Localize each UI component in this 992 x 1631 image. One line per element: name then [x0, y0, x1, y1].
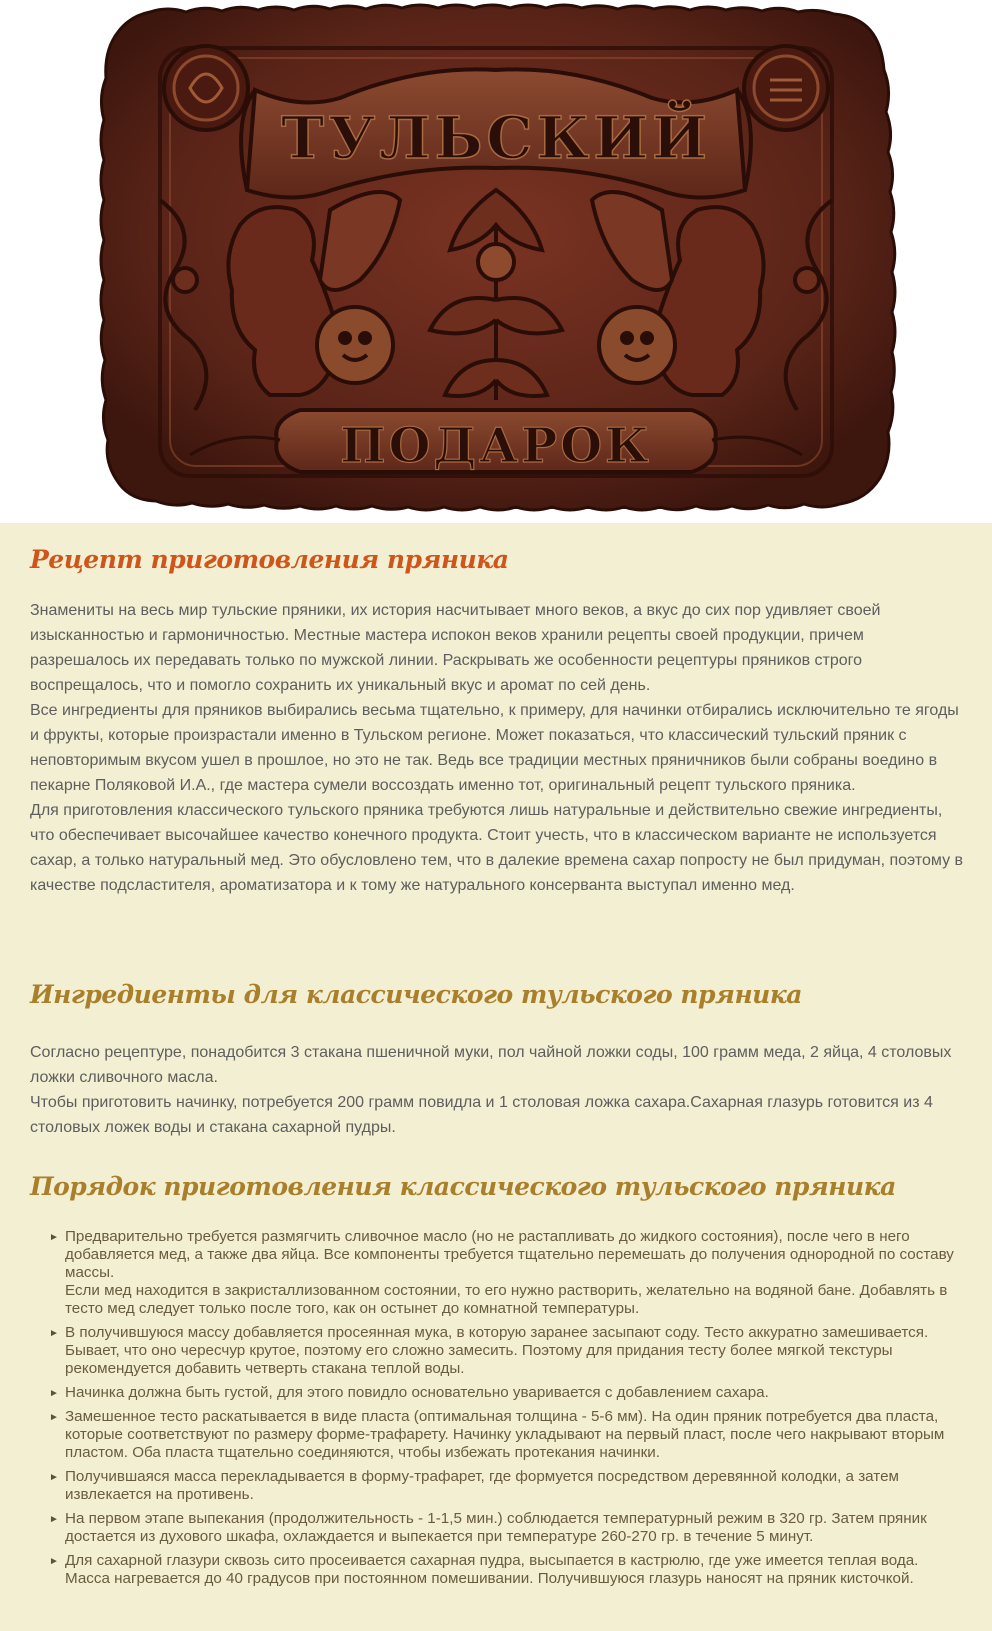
right-medallion-icon [744, 46, 828, 130]
triangle-bullet-icon: ► [49, 1412, 59, 1423]
step-text: Получившаяся масса перекладывается в форму-трафарет, где формуется посредством деревянной колодки, а затем извлекается на противень. [65, 1468, 899, 1503]
list-item [46, 1510, 961, 1546]
paragraph: Согласно рецептуре, понадобится 3 стакана пшеничной муки, пол чайной ложки соды, 100 грамм меда, 2 яйца, 4 столовых ложки сливочного масла. [30, 1044, 952, 1086]
steps-list [46, 1228, 961, 1594]
step-text: На первом этапе выпекания (продолжительность - 1-1,5 мин.) соблюдается температурный режим в 320 гр. Затем пряник достается из духового шкафа, охлаждается и выпекается при температуре 260-270 гр. в течение 5 минут. [65, 1510, 927, 1545]
paragraph: Все ингредиенты для пряников выбирались весьма тщательно, к примеру, для начинки отбирались исключительно те ягоды и фрукты, которые произрастали именно в Тульском регионе. Может показаться, что классический тульский пряник с неповторимым вкусом ушел в прошлое, но это не так. Ведь все традиции местных пряничников были собраны воедино в пекарне Поляковой И.А., где мастера сумели воссоздать именно тот, оригинальный рецепт тульского пряника. [30, 702, 959, 794]
step-text: Замешенное тесто раскатывается в виде пласта (оптимальная толщина - 5-6 мм). На один пряник потребуется два пласта, которые соответствуют по размеру форме-трафарету. Начинку укладывают на первый пласт, после чего накрывают вторым пластом. Оба пласта тщательно соединяются, чтобы избежать протекания начинки. [65, 1408, 945, 1461]
section-heading-recipe: Рецепт приготовления пряника [30, 545, 509, 574]
step-text: В получившуюся массу добавляется просеянная мука, в которую заранее засыпают соду. Тесто аккуратно замешивается. Бывает, что оно чересчур крутое, поэтому его сложно замесить. Поэтому для придания тесту более мягкой текстуры рекомендуется добавить четверть стакана теплой воды. [65, 1324, 929, 1377]
paragraph: Чтобы приготовить начинку, потребуется 200 грамм повидла и 1 столовая ложка сахара.Сахарная глазурь готовится из 4 столовых ложек воды и стакана сахарной пудры. [30, 1094, 933, 1136]
list-item [46, 1408, 961, 1462]
step-text: Предварительно требуется размягчить сливочное масло (но не растапливать до жидкого состояния), после чего в него добавляется мед, а также два яйца. Все компоненты требуется тщательно перемешать до получения однородной по составу массы. [65, 1228, 954, 1281]
triangle-bullet-icon: ► [49, 1388, 59, 1399]
banner-title-top: ТУЛЬСКИЙ [281, 104, 711, 172]
ingredients-text [30, 1040, 965, 1140]
triangle-bullet-icon: ► [49, 1328, 59, 1339]
step-text: Для сахарной глазури сквозь сито просеивается сахарная пудра, высыпается в кастрюлю, где уже имеется теплая вода. Масса нагревается до 40 градусов при постоянном помешивании. Получившуюся глазурь наносят на пряник кисточкой. [65, 1552, 919, 1587]
bottom-banner [276, 410, 716, 474]
banner-title-bottom: ПОДАРОК [340, 418, 652, 474]
gingerbread-illustration [0, 0, 992, 523]
article-body [0, 523, 992, 1631]
list-item [46, 1384, 961, 1402]
paragraph: Знамениты на весь мир тульские пряники, их история насчитывает много веков, а вкус до сих пор удивляет своей изысканностью и гармоничностью. Местные мастера испокон веков хранили рецепты своей продукции, причем разрешалось их передавать только по мужской линии. Раскрывать же особенности рецептуры пряников строго воспрещалось, что и помогло сохранить их уникальный вкус и аромат по сей день. [30, 602, 881, 694]
triangle-bullet-icon: ► [49, 1556, 59, 1567]
triangle-bullet-icon: ► [49, 1232, 59, 1243]
step-text: Начинка должна быть густой, для этого повидло основательно уваривается с добавлением сахара. [65, 1384, 769, 1401]
step-note: Если мед находится в закристаллизованном состоянии, то его нужно растворить, желательно на водяной бане. Добавлять в тесто мед следует только после того, как он остынет до комнатной температуры. [65, 1282, 948, 1317]
list-item [46, 1324, 961, 1378]
triangle-bullet-icon: ► [49, 1472, 59, 1483]
left-medallion-icon [164, 46, 248, 130]
hero-image [0, 0, 992, 523]
paragraph: Для приготовления классического тульского пряника требуются лишь натуральные и действительно свежие ингредиенты, что обеспечивает высочайшее качество конечного продукта. Стоит учесть, что в классическом варианте не используется сахар, а только натуральный мед. Это обусловлено тем, что в далекие времена сахар попросту не был придуман, поэтому в качестве подсластителя, ароматизатора и к тому же натурального консерванта выступал именно мед. [30, 802, 964, 894]
list-item [46, 1468, 961, 1504]
list-item [46, 1552, 961, 1588]
section-heading-order: Порядок приготовления классического тульского пряника [30, 1172, 896, 1201]
triangle-bullet-icon: ► [49, 1514, 59, 1525]
list-item [46, 1228, 961, 1318]
recipe-text [30, 598, 965, 898]
section-heading-ingredients: Ингредиенты для классического тульского пряника [30, 980, 802, 1009]
